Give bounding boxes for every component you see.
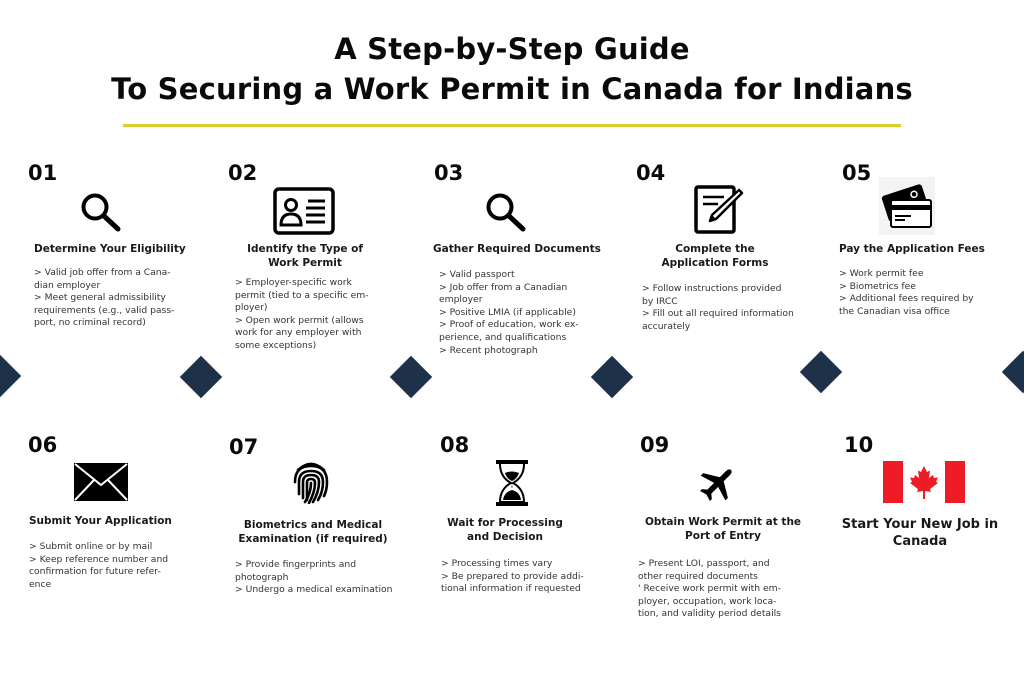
step-number: 01 bbox=[28, 161, 58, 185]
step-heading bbox=[839, 242, 985, 256]
envelope-icon bbox=[74, 463, 128, 501]
detail-line: by IRCC bbox=[642, 295, 678, 307]
detail-line: confirmation for future refer- bbox=[29, 566, 161, 578]
heading-line: Gather Required Documents bbox=[433, 243, 601, 255]
detail-line: > Meet general admissibility bbox=[34, 292, 166, 304]
detail-line: photograph bbox=[235, 571, 289, 583]
step-number: 05 bbox=[842, 161, 872, 185]
magnifier-icon bbox=[483, 191, 529, 233]
step-heading bbox=[34, 242, 186, 256]
detail-line: > Recent photograph bbox=[439, 344, 538, 356]
step-number: 07 bbox=[229, 435, 259, 459]
detail-line: > Job offer from a Canadian bbox=[439, 281, 568, 293]
title-underline bbox=[123, 124, 901, 127]
airplane-icon bbox=[697, 462, 739, 504]
step-details bbox=[441, 558, 584, 596]
detail-line: accurately bbox=[642, 320, 691, 332]
heading-line: Obtain Work Permit at the bbox=[644, 516, 802, 528]
detail-line: > Positive LMIA (if applicable) bbox=[439, 306, 576, 318]
diamond-separator bbox=[180, 356, 222, 398]
detail-line: tional information if requested bbox=[441, 583, 581, 595]
heading-line: Examination (if required) bbox=[238, 533, 388, 545]
detail-line: > Submit online or by mail bbox=[29, 541, 153, 552]
detail-line: ' Receive work permit with em- bbox=[638, 583, 781, 595]
heading-line: Port of Entry bbox=[685, 530, 761, 542]
hourglass-icon bbox=[496, 460, 528, 506]
detail-line: ployer, occupation, work loca- bbox=[638, 595, 777, 607]
step-details bbox=[839, 268, 974, 318]
detail-line: > Be prepared to provide addi- bbox=[441, 570, 584, 582]
detail-line: > Valid job offer from a Cana- bbox=[34, 267, 171, 278]
step-heading bbox=[836, 516, 1004, 550]
heading-line: Biometrics and Medical bbox=[243, 519, 383, 531]
detail-line: > Additional fees required by bbox=[839, 293, 974, 305]
heading-line: Pay the Application Fees bbox=[839, 243, 985, 255]
heading-line: Identify the Type of bbox=[247, 243, 363, 255]
detail-line: port, no criminal record) bbox=[34, 317, 146, 329]
step-heading bbox=[640, 242, 790, 270]
detail-line: > Undergo a medical examination bbox=[235, 584, 393, 596]
heading-line: Work Permit bbox=[268, 257, 342, 269]
diamond-separator bbox=[390, 356, 432, 398]
detail-line: > Follow instructions provided bbox=[642, 283, 782, 294]
diamond-separator bbox=[800, 351, 842, 393]
detail-line: > Valid passport bbox=[439, 269, 515, 280]
diamond-separator bbox=[1002, 351, 1024, 393]
heading-line: Determine Your Eligibility bbox=[34, 243, 186, 255]
credit-cards-icon bbox=[879, 177, 935, 235]
detail-line: > Processing times vary bbox=[441, 558, 553, 569]
detail-line: some exceptions) bbox=[235, 339, 317, 351]
detail-line: ence bbox=[29, 578, 52, 590]
step-number: 06 bbox=[28, 433, 58, 457]
detail-line: perience, and qualifications bbox=[439, 331, 567, 343]
heading-line: Submit Your Application bbox=[29, 515, 172, 527]
heading-line: and Decision bbox=[467, 531, 543, 543]
step-details bbox=[235, 277, 369, 353]
detail-line: other required documents bbox=[638, 570, 758, 582]
step-details bbox=[235, 559, 392, 597]
step-number: 08 bbox=[440, 433, 470, 457]
step-heading bbox=[440, 516, 570, 544]
detail-line: the Canadian visa office bbox=[839, 305, 950, 317]
heading-line: Start Your New Job in bbox=[841, 517, 999, 532]
detail-line: work for any employer with bbox=[235, 327, 362, 339]
step-number: 09 bbox=[640, 433, 670, 457]
step-heading bbox=[230, 242, 380, 270]
heading-line: Wait for Processing bbox=[447, 517, 563, 529]
heading-line: Complete the bbox=[675, 243, 755, 255]
step-heading bbox=[640, 515, 806, 543]
title-line-2: To Securing a Work Permit in Canada for Indians bbox=[111, 72, 913, 106]
fingerprint-icon bbox=[292, 460, 330, 504]
step-heading bbox=[433, 242, 601, 256]
form-pencil-icon bbox=[694, 185, 744, 235]
step-heading bbox=[29, 514, 172, 528]
step-details bbox=[29, 541, 168, 591]
heading-line: Application Forms bbox=[661, 257, 769, 269]
step-number: 02 bbox=[228, 161, 258, 185]
detail-line: dian employer bbox=[34, 279, 101, 291]
step-heading bbox=[230, 518, 396, 546]
detail-line: > Work permit fee bbox=[839, 268, 924, 279]
id-card-icon bbox=[273, 187, 335, 235]
diamond-separator bbox=[0, 355, 21, 397]
detail-line: > Proof of education, work ex- bbox=[439, 319, 579, 331]
step-number: 04 bbox=[636, 161, 666, 185]
heading-line: Canada bbox=[892, 534, 948, 549]
detail-line: > Fill out all required information bbox=[642, 308, 794, 320]
step-details bbox=[34, 267, 174, 330]
detail-line: requirements (e.g., valid pass- bbox=[34, 304, 175, 316]
detail-line: ployer) bbox=[235, 302, 268, 314]
step-details bbox=[638, 558, 781, 621]
step-details bbox=[439, 269, 579, 357]
detail-line: permit (tied to a specific em- bbox=[235, 289, 369, 301]
diamond-separator bbox=[591, 356, 633, 398]
step-number: 10 bbox=[844, 433, 874, 457]
detail-line: > Open work permit (allows bbox=[235, 314, 364, 326]
title-line-1: A Step-by-Step Guide bbox=[334, 32, 690, 66]
detail-line: > Provide fingerprints and bbox=[235, 559, 357, 570]
canada-flag-icon bbox=[883, 461, 965, 503]
step-details bbox=[642, 283, 794, 333]
detail-line: employer bbox=[439, 294, 483, 306]
detail-line: > Employer-specific work bbox=[235, 277, 352, 288]
detail-line: > Biometrics fee bbox=[839, 280, 916, 292]
detail-line: tion, and validity period details bbox=[638, 608, 781, 620]
step-number: 03 bbox=[434, 161, 464, 185]
magnifier-icon bbox=[78, 191, 124, 233]
detail-line: > Present LOI, passport, and bbox=[638, 558, 770, 569]
detail-line: > Keep reference number and bbox=[29, 553, 169, 565]
